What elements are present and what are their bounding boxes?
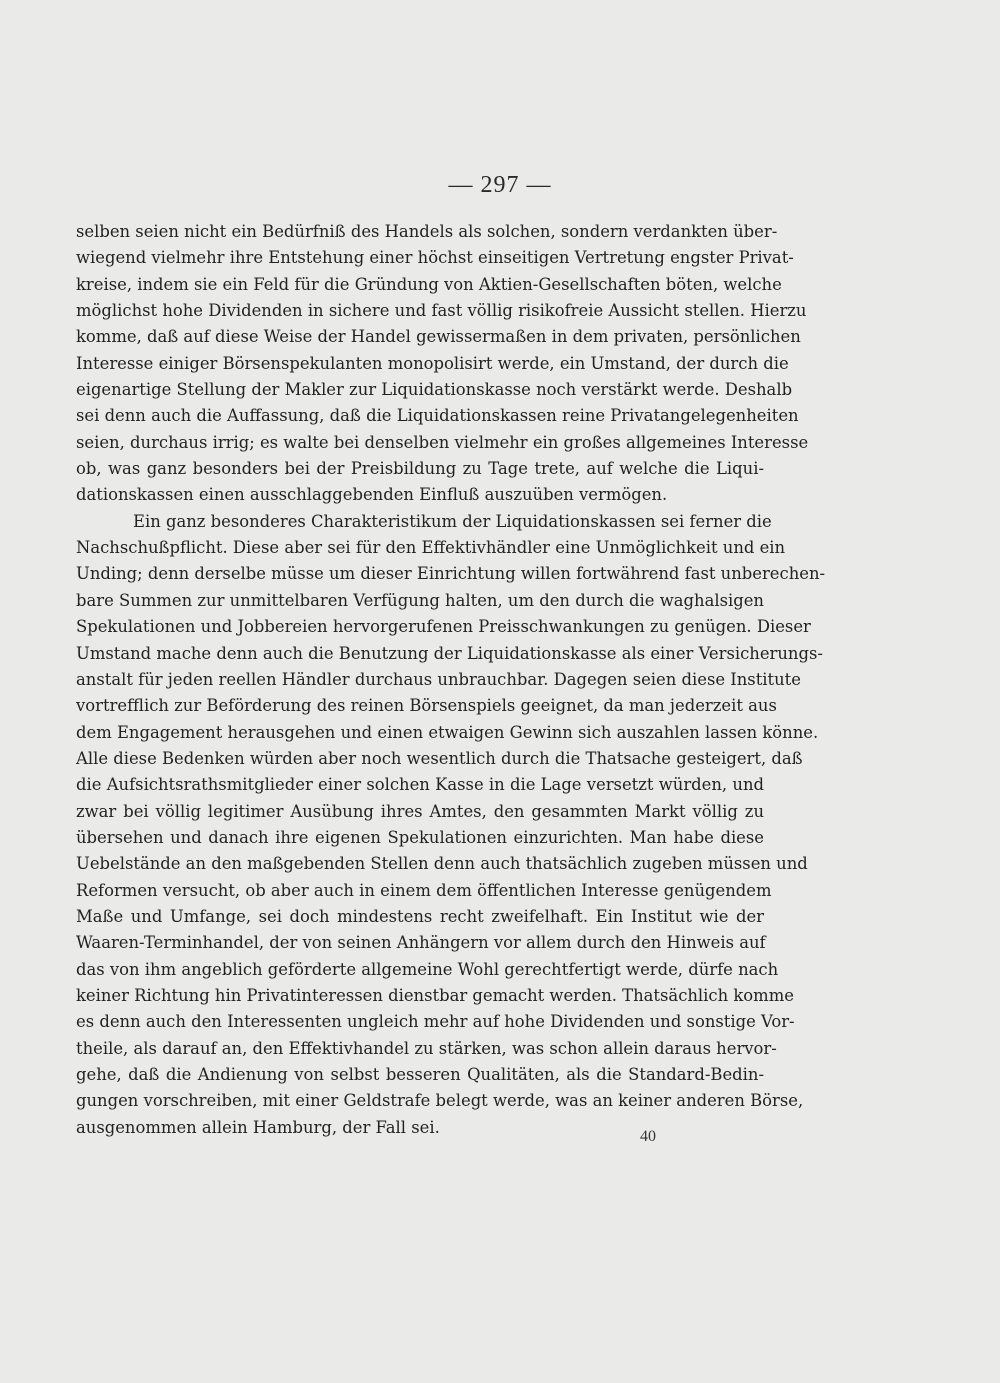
text-line: bare Summen zur unmittelbaren Verfügung halten, um den durch die waghalsigen [76, 590, 764, 610]
text-line: Reformen versucht, ob aber auch in einem dem öffentlichen Interesse genügendem [76, 880, 772, 900]
body-text [76, 219, 826, 1141]
text-line: übersehen und danach ihre eigenen Spekulationen einzurichten. Man habe diese [76, 827, 764, 847]
text-line: ob, was ganz besonders bei der Preisbildung zu Tage trete, auf welche die Liqui- [76, 459, 764, 479]
text-line: gungen vorschreiben, mit einer Geldstrafe belegt werde, was an keiner anderen Börse, [76, 1091, 804, 1111]
text-line: dationskassen einen ausschlaggebenden Einfluß auszuüben vermögen. [76, 485, 668, 505]
page-number-header: — 297 — [448, 172, 552, 198]
text-line: anstalt für jeden reellen Händler durchaus unbrauchbar. Dagegen seien diese Institute [76, 669, 801, 689]
text-line: die Aufsichtsrathsmitglieder einer solchen Kasse in die Lage versetzt würden, und [76, 775, 764, 795]
text-line: zwar bei völlig legitimer Ausübung ihres Amtes, den gesammten Markt völlig zu [76, 801, 764, 821]
text-line: eigenartige Stellung der Makler zur Liquidationskasse noch verstärkt werde. Deshalb [76, 380, 793, 400]
text-line: Uebelstände an den maßgebenden Stellen denn auch thatsächlich zugeben müssen und [76, 854, 808, 874]
text-line: Alle diese Bedenken würden aber noch wesentlich durch die Thatsache gesteigert, daß [76, 748, 803, 768]
text-line: seien, durchaus irrig; es walte bei denselben vielmehr ein großes allgemeines Interesse [76, 432, 809, 452]
text-line: Waaren-Terminhandel, der von seinen Anhängern vor allem durch den Hinweis auf [76, 933, 766, 953]
text-line: gehe, daß die Andienung von selbst besseren Qualitäten, als die Standard-Bedin- [76, 1065, 764, 1084]
text-line: Interesse einiger Börsenspekulanten monopolisirt werde, ein Umstand, der durch die [76, 353, 789, 373]
text-line: es denn auch den Interessenten ungleich mehr auf hohe Dividenden und sonstige Vor- [76, 1012, 795, 1032]
text-line: Ein ganz besonderes Charakteristikum der Liquidationskassen sei ferner die [133, 511, 772, 531]
text-line: vortrefflich zur Beförderung des reinen Börsenspiels geeignet, da man jederzeit aus [76, 696, 777, 716]
text-line: möglichst hohe Dividenden in sichere und fast völlig risikofreie Aussicht stellen. Hierzu [76, 301, 807, 321]
text-line: selben seien nicht ein Bedürfniß des Handels als solchen, sondern verdankten über- [76, 222, 778, 241]
text-line: ausgenommen allein Hamburg, der Fall sei. [76, 1117, 440, 1137]
text-line: keiner Richtung hin Privatinteressen dienstbar gemacht werden. Thatsächlich komme [76, 985, 794, 1005]
text-line: komme, daß auf diese Weise der Handel gewissermaßen in dem privaten, persönlichen [76, 327, 801, 347]
text-line: sei denn auch die Auffassung, daß die Liquidationskassen reine Privatangelegenheiten [76, 406, 799, 426]
text-line: dem Engagement herausgehen und einen etwaigen Gewinn sich auszahlen lassen könne. [76, 722, 819, 742]
text-line: Nachschußpflicht. Diese aber sei für den Effektivhändler eine Unmöglichkeit und ein [76, 538, 786, 558]
text-line: theile, als darauf an, den Effektivhandel zu stärken, was schon allein daraus hervor- [76, 1038, 777, 1058]
text-line: Umstand mache denn auch die Benutzung der Liquidationskasse als einer Versicherungs- [76, 643, 823, 663]
text-line: kreise, indem sie ein Feld für die Gründung von Aktien-Gesellschaften böten, welche [76, 274, 782, 294]
signature-mark: 40 [640, 1128, 656, 1145]
text-line: das von ihm angeblich geförderte allgemeine Wohl gerechtfertigt werde, dürfe nach [76, 959, 779, 979]
text-line: wiegend vielmehr ihre Entstehung einer höchst einseitigen Vertretung engster Privat- [76, 248, 794, 268]
text-line: Unding; denn derselbe müsse um dieser Einrichtung willen fortwährend fast unberechen- [76, 564, 826, 584]
text-line: Spekulationen und Jobbereien hervorgerufenen Preisschwankungen zu genügen. Dieser [76, 617, 811, 637]
text-line: Maße und Umfange, sei doch mindestens recht zweifelhaft. Ein Institut wie der [76, 906, 764, 926]
